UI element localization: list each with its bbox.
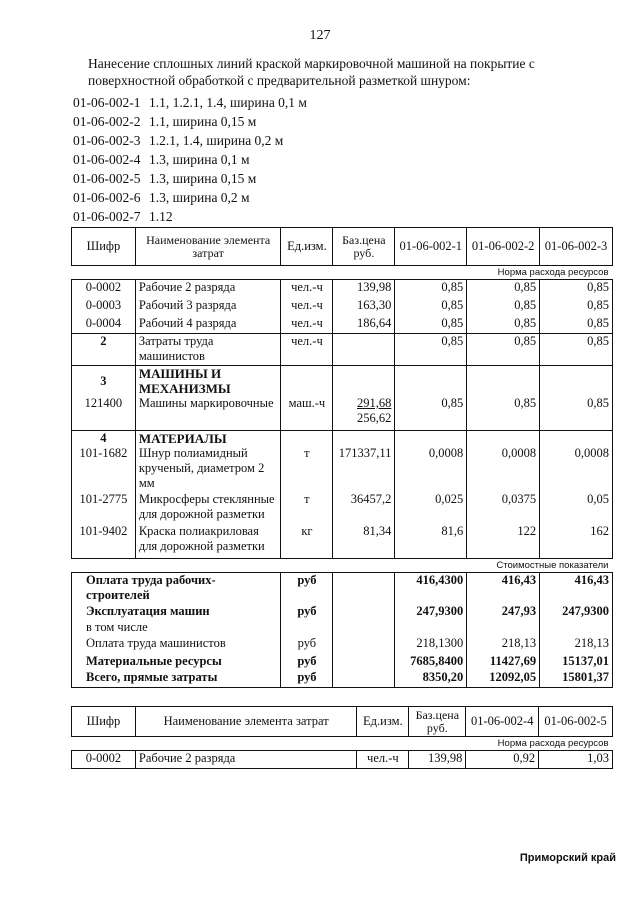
cell-code: 0-0004 (72, 316, 136, 334)
code-list-item (73, 112, 307, 131)
cell-value: 0,85 (540, 298, 613, 316)
code-list-item (73, 93, 307, 112)
cell-code: 0-0002 (72, 751, 136, 769)
cell-name: Машины маркировочные (135, 396, 281, 430)
cell-price: 36457,2 (333, 492, 395, 524)
total-value: 247,9300 (540, 604, 613, 620)
table-row (72, 396, 613, 430)
header-col-3: 01-06-002-3 (540, 228, 613, 266)
total-value: 247,93 (467, 604, 540, 620)
code-desc: 1.1, 1.2.1, 1.4, ширина 0,1 м (149, 95, 307, 110)
cell-price: 171337,11 (333, 446, 395, 492)
total-name: Эксплуатация машин (72, 604, 281, 620)
cell-code: 101-9402 (72, 524, 136, 558)
total-value: 416,4300 (395, 572, 467, 604)
code-id: 01-06-002-3 (73, 133, 141, 148)
total-row (72, 572, 613, 604)
section-row (72, 366, 613, 397)
code-list-item (73, 188, 307, 207)
section-title: МАШИНЫ И МЕХАНИЗМЫ (135, 366, 281, 397)
header-unit: Ед.изм. (357, 707, 409, 737)
resource-table-2 (71, 706, 613, 769)
cell-code: 0-0002 (72, 280, 136, 298)
cell-price: 186,64 (333, 316, 395, 334)
cell-value: 0,92 (466, 751, 539, 769)
header-unit: Ед.изм. (281, 228, 333, 266)
cell-name: Шнур полиамидный крученый, диаметром 2 мм (135, 446, 281, 492)
table-row (72, 316, 613, 334)
cost-label: Стоимостные показатели (72, 558, 613, 572)
total-unit: руб (281, 654, 333, 670)
cell-code: 0-0003 (72, 298, 136, 316)
cell-value: 0,85 (540, 280, 613, 298)
cell-code: 101-2775 (72, 492, 136, 524)
total-row (72, 654, 613, 670)
cell-value: 0,025 (395, 492, 467, 524)
table-header (72, 228, 613, 266)
cell-unit: маш.-ч (281, 396, 333, 430)
cell-unit: чел.-ч (281, 280, 333, 298)
code-id: 01-06-002-2 (73, 114, 141, 129)
header-col-1: 01-06-002-1 (395, 228, 467, 266)
total-name: Материальные ресурсы (72, 654, 281, 670)
table-row (72, 280, 613, 298)
cell-unit: чел.-ч (281, 334, 333, 366)
cell-name: Рабочие 2 разряда (135, 280, 281, 298)
total-unit: руб (281, 670, 333, 687)
cell-name: Затраты труда машинистов (135, 334, 281, 366)
table-header (72, 707, 613, 737)
total-value: 8350,20 (395, 670, 467, 687)
cell-price: 139,98 (409, 751, 466, 769)
cell-value: 0,0008 (540, 446, 613, 492)
cell-code: 2 (72, 334, 136, 366)
cell-name: Рабочий 3 разряда (135, 298, 281, 316)
total-name: Оплата труда рабочих-строителей (72, 572, 281, 604)
region-footer: Приморский край (519, 852, 616, 864)
header-col-1: 01-06-002-4 (466, 707, 539, 737)
code-list-item (73, 150, 307, 169)
section-title: МАТЕРИАЛЫ (135, 430, 281, 446)
code-desc: 1.1, ширина 0,15 м (149, 114, 257, 129)
cell-value: 0,85 (395, 334, 467, 366)
total-unit: руб (281, 604, 333, 620)
cell-value: 0,85 (540, 334, 613, 366)
cell-value: 0,85 (467, 396, 540, 430)
section-number: 4 (72, 430, 136, 446)
norm-subheader (72, 266, 613, 280)
header-name: Наименование элемента затрат (135, 707, 356, 737)
cell-value: 162 (540, 524, 613, 558)
cell-name: Рабочие 2 разряда (135, 751, 356, 769)
cell-value: 0,85 (395, 316, 467, 334)
cost-subheader (72, 558, 613, 572)
cell-name: Микросферы стеклянные для дорожной разметки (135, 492, 281, 524)
total-value: 7685,8400 (395, 654, 467, 670)
code-desc: 1.3, ширина 0,1 м (149, 152, 250, 167)
cell-unit: т (281, 492, 333, 524)
table-row (72, 524, 613, 558)
code-id: 01-06-002-7 (73, 209, 141, 224)
total-value: 416,43 (467, 572, 540, 604)
cell-price (333, 396, 395, 430)
cell-name: Рабочий 4 разряда (135, 316, 281, 334)
section-row (72, 430, 613, 446)
header-code: Шифр (72, 228, 136, 266)
total-name: Всего, прямые затраты (72, 670, 281, 687)
page-number: 127 (309, 28, 331, 43)
cell-unit: т (281, 446, 333, 492)
cell-price: 139,98 (333, 280, 395, 298)
header-col-2: 01-06-002-5 (539, 707, 613, 737)
cell-value: 0,85 (467, 334, 540, 366)
total-row (72, 670, 613, 687)
header-code: Шифр (72, 707, 136, 737)
cell-value: 0,85 (395, 280, 467, 298)
intro-text: Нанесение сплошных линий краской маркировочной машиной на покрытие с поверхностной обработкой с предварительной разметкой шнуром: (88, 56, 535, 88)
total-unit: руб (281, 636, 333, 654)
code-list-item (73, 131, 307, 150)
norm-label: Норма расхода ресурсов (72, 266, 613, 280)
cell-value: 81,6 (395, 524, 467, 558)
header-price: Баз.цена руб. (409, 707, 466, 737)
table-row (72, 334, 613, 366)
code-desc: 1.12 (149, 209, 173, 224)
total-value: 15801,37 (540, 670, 613, 687)
cell-value: 0,85 (540, 396, 613, 430)
header-price: Баз.цена руб. (333, 228, 395, 266)
total-value: 218,13 (467, 636, 540, 654)
header-col-2: 01-06-002-2 (467, 228, 540, 266)
total-value: 247,9300 (395, 604, 467, 620)
cell-unit: кг (281, 524, 333, 558)
cell-value: 1,03 (539, 751, 613, 769)
norm-subheader (72, 737, 613, 751)
cell-value: 0,85 (540, 316, 613, 334)
cell-value: 0,85 (395, 298, 467, 316)
table-row (72, 492, 613, 524)
code-list-item (73, 169, 307, 188)
cell-price: 163,30 (333, 298, 395, 316)
section-number: 3 (72, 366, 136, 397)
cell-value: 0,85 (467, 298, 540, 316)
cell-value: 122 (467, 524, 540, 558)
cell-value: 0,0008 (467, 446, 540, 492)
code-desc: 1.3, ширина 0,2 м (149, 190, 250, 205)
cell-value: 0,05 (540, 492, 613, 524)
cell-unit: чел.-ч (281, 316, 333, 334)
cell-unit: чел.-ч (357, 751, 409, 769)
code-list-item (73, 207, 307, 226)
cell-name: Краска полиакриловая для дорожной разметки (135, 524, 281, 558)
cell-value: 0,85 (467, 316, 540, 334)
cell-code: 101-1682 (72, 446, 136, 492)
total-value: 11427,69 (467, 654, 540, 670)
table-row (72, 298, 613, 316)
code-list (73, 93, 307, 226)
code-id: 01-06-002-6 (73, 190, 141, 205)
cell-code: 121400 (72, 396, 136, 430)
cell-unit: чел.-ч (281, 298, 333, 316)
code-desc: 1.2.1, 1.4, ширина 0,2 м (149, 133, 284, 148)
total-value: 15137,01 (540, 654, 613, 670)
cell-price: 81,34 (333, 524, 395, 558)
total-row (72, 620, 613, 636)
header-name: Наименование элемента затрат (135, 228, 281, 266)
total-row (72, 636, 613, 654)
cell-value: 0,0008 (395, 446, 467, 492)
total-value: 416,43 (540, 572, 613, 604)
resource-table (71, 227, 613, 688)
total-row (72, 604, 613, 620)
total-name: Оплата труда машинистов (72, 636, 281, 654)
total-name: в том числе (72, 620, 281, 636)
total-value: 218,13 (540, 636, 613, 654)
code-desc: 1.3, ширина 0,15 м (149, 171, 257, 186)
code-id: 01-06-002-1 (73, 95, 141, 110)
price-secondary: 256,62 (356, 411, 392, 425)
cell-price (333, 334, 395, 366)
code-id: 01-06-002-5 (73, 171, 141, 186)
cell-value: 0,0375 (467, 492, 540, 524)
table-row (72, 751, 613, 769)
code-id: 01-06-002-4 (73, 152, 141, 167)
table-row (72, 446, 613, 492)
norm-label: Норма расхода ресурсов (72, 737, 613, 751)
total-value: 12092,05 (467, 670, 540, 687)
total-value: 218,1300 (395, 636, 467, 654)
cell-value: 0,85 (467, 280, 540, 298)
total-unit: руб (281, 572, 333, 604)
cell-value: 0,85 (395, 396, 467, 430)
price-primary: 291,68 (356, 396, 392, 410)
